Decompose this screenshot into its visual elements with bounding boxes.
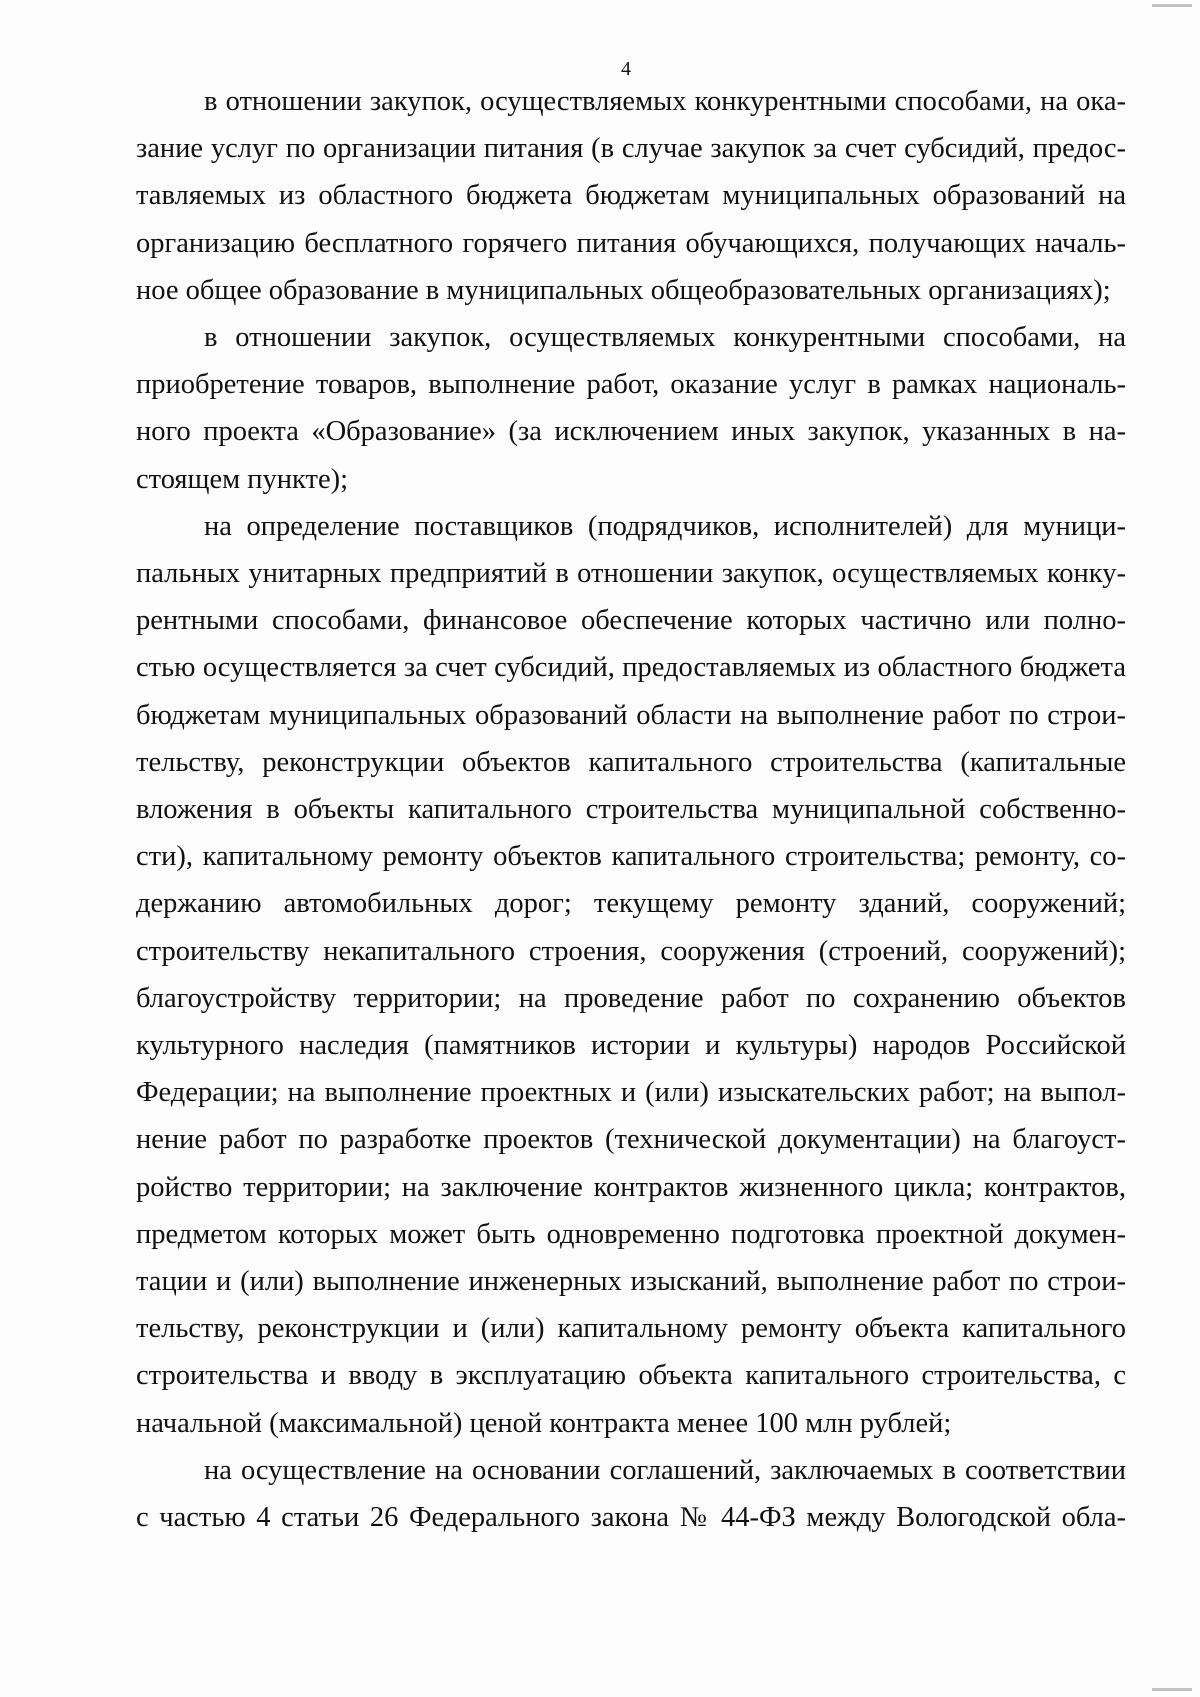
text-line: строительству некапитального строения, сооружения (строений, сооружений); xyxy=(136,935,1126,967)
text-line: тавляемых из областного бюджета бюджетам муниципальных образований на xyxy=(136,180,1126,212)
text-line: в отношении закупок, осуществляемых конкурентными способами, на ока- xyxy=(204,86,1126,117)
scan-artifact-top-right xyxy=(1152,4,1192,7)
text-line: пальных унитарных предприятий в отношении закупок, осуществляемых конку- xyxy=(136,558,1126,590)
document-body xyxy=(136,78,1126,1541)
text-line: ное общее образование в муниципальных общеобразовательных организациях); xyxy=(136,274,1111,306)
paragraph-catering xyxy=(136,78,1126,314)
paragraph-unitary-enterprises xyxy=(136,503,1126,1447)
text-line: тации и (или) выполнение инженерных изысканий, выполнение работ по строи- xyxy=(136,1266,1126,1298)
text-line: тельству, реконструкции и (или) капитальному ремонту объекта капитального xyxy=(136,1313,1126,1345)
text-line: вложения в объекты капитального строительства муниципальной собственно- xyxy=(136,794,1126,826)
text-line: держанию автомобильных дорог; текущему ремонту зданий, сооружений; xyxy=(136,888,1126,920)
text-line: бюджетам муниципальных образований области на выполнение работ по строи- xyxy=(136,699,1126,731)
text-line: ройство территории; на заключение контрактов жизненного цикла; контрактов, xyxy=(136,1171,1126,1203)
text-line: приобретение товаров, выполнение работ, оказание услуг в рамках националь- xyxy=(136,369,1126,401)
text-line: благоустройству территории; на проведение работ по сохранению объектов xyxy=(136,982,1126,1014)
text-line: стоящем пункте); xyxy=(136,463,349,495)
text-line: предметом которых может быть одновременно подготовка проектной докумен- xyxy=(136,1218,1126,1250)
text-line: в отношении закупок, осуществляемых конкурентными способами, на xyxy=(204,322,1126,354)
text-line: строительства и вводу в эксплуатацию объекта капитального строительства, с xyxy=(136,1360,1126,1392)
text-line: стью осуществляется за счет субсидий, предоставляемых из областного бюджета xyxy=(136,652,1126,684)
text-line: культурного наследия (памятников истории и культуры) народов Российской xyxy=(136,1030,1126,1062)
text-line: начальной (максимальной) ценой контракта менее 100 млн рублей; xyxy=(136,1407,952,1439)
scan-artifact-bottom-right xyxy=(1152,1688,1192,1691)
paragraph-education-project xyxy=(136,314,1126,503)
text-line: на осуществление на основании соглашений, заключаемых в соответствии xyxy=(204,1454,1126,1486)
text-line: на определение поставщиков (подрядчиков, исполнителей) для муници- xyxy=(204,510,1126,542)
text-line: зание услуг по организации питания (в случае закупок за счет субсидий, предос- xyxy=(136,133,1126,165)
page-number: 4 xyxy=(621,58,631,80)
text-line: с частью 4 статьи 26 Федерального закона № 44-ФЗ между Вологодской обла- xyxy=(136,1502,1126,1534)
text-line: нение работ по разработке проектов (технической документации) на благоуст- xyxy=(136,1124,1126,1156)
text-line: тельству, реконструкции объектов капитального строительства (капитальные xyxy=(136,746,1126,778)
text-line: Федерации; на выполнение проектных и (или) изыскательских работ; на выпол- xyxy=(136,1077,1126,1109)
text-line: рентными способами, финансовое обеспечение которых частично или полно- xyxy=(136,605,1126,637)
text-line: сти), капитальному ремонту объектов капитального строительства; ремонту, со- xyxy=(136,841,1126,873)
text-line: организацию бесплатного горячего питания обучающихся, получающих началь- xyxy=(136,227,1126,259)
paragraph-agreements xyxy=(136,1447,1126,1541)
text-line: ного проекта «Образование» (за исключением иных закупок, указанных в на- xyxy=(136,416,1126,448)
